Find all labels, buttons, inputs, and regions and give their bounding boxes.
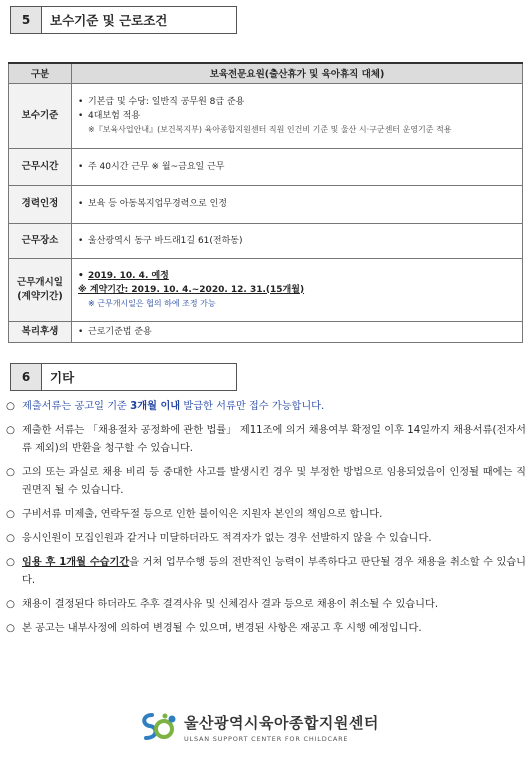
item-8-text: 본 공고는 내부사정에 의하여 변경될 수 있으며, 변경된 사항은 재공고 후 시행 예정입니다. — [22, 623, 422, 634]
career-bullet: 보육 등 아동복지업무경력으로 인정 — [88, 199, 227, 209]
list-item — [6, 530, 526, 548]
bullet-icon: • — [78, 110, 84, 121]
list-item — [6, 398, 526, 416]
item-7-text: 채용이 결정된다 하더라도 추후 결격사유 및 신체검사 결과 등으로 채용이 취소될 수 있습니다. — [22, 599, 439, 610]
circle-bullet-icon: ○ — [6, 467, 15, 478]
circle-bullet-icon: ○ — [6, 425, 15, 436]
row-hours — [9, 148, 523, 185]
section-5-heading — [10, 6, 237, 34]
bullet-icon: • — [78, 161, 84, 172]
table-header-row — [9, 63, 523, 83]
welfare-bullet: 근로기준법 준용 — [88, 326, 152, 337]
section-6-title: 기타 — [42, 363, 237, 391]
row-label-hours: 근무시간 — [9, 148, 72, 185]
circle-bullet-icon: ○ — [6, 509, 15, 520]
row-label-start — [9, 258, 72, 321]
pay-bullet-1: 기본급 및 수당: 일반직 공무원 8급 준용 — [88, 96, 245, 107]
row-label-pay: 보수기준 — [9, 83, 72, 148]
list-item — [6, 422, 526, 458]
bullet-icon: • — [78, 199, 84, 209]
circle-bullet-icon: ○ — [6, 623, 15, 634]
pay-note: ※『보육사업안내』(보건복지부) 육아종합지원센터 직원 인건비 기준 및 울산 시·구군센터 운영기준 적용 — [88, 124, 452, 134]
list-item — [6, 554, 526, 590]
item-6-text-bold: 임용 후 1개월 수습기간 — [22, 557, 130, 568]
list-item — [6, 620, 526, 638]
section-5-number: 5 — [10, 6, 42, 34]
item-1-text-a: 제출서류는 공고일 기준 — [22, 401, 131, 412]
bullet-icon: • — [78, 235, 84, 246]
circle-bullet-icon: ○ — [6, 533, 15, 544]
logo-name-korean: 울산광역시육아종합지원센터 — [184, 713, 379, 732]
start-date: 2019. 10. 4. 예정 — [88, 270, 169, 281]
section-6-number: 6 — [10, 363, 42, 391]
row-career — [9, 185, 523, 223]
contract-period: ※ 계약기간: 2019. 10. 4.~2020. 12. 31.(15개월) — [78, 284, 305, 295]
conditions-table — [8, 62, 523, 343]
row-pay — [9, 83, 523, 148]
section-5-title: 보수기준 및 근로조건 — [42, 6, 237, 34]
bullet-icon: • — [78, 270, 84, 281]
circle-bullet-icon: ○ — [6, 599, 15, 610]
item-5-text: 응시인원이 모집인원과 같거나 미달하더라도 적격자가 없는 경우 선발하지 않을 수 있습니다. — [22, 533, 432, 544]
item-1-text-bold: 3개월 이내 — [130, 401, 181, 412]
item-2-text: 제출한 서류는 「채용절차 공정화에 관한 법률」 제11조에 의거 채용여부 확정일 이후 14일까지 채용서류(전자서류 제외)의 반환을 청구할 수 있습니다. — [22, 425, 526, 454]
place-bullet: 울산광역시 동구 바드래1길 61(전하동) — [88, 235, 243, 246]
item-4-text: 구비서류 미제출, 연락두절 등으로 인한 불이익은 지원자 본인의 책임으로 합니다. — [22, 509, 383, 520]
start-note: ※ 근무개시일은 협의 하에 조정 가능 — [88, 298, 216, 308]
center-logo-icon — [138, 711, 178, 743]
item-6-text-rest: 을 거쳐 업무수행 등의 전반적인 능력이 부족하다고 판단될 경우 채용을 취소할 수 있습니다. — [22, 557, 526, 586]
notice-list — [6, 398, 526, 644]
item-3-text: 고의 또는 과실로 채용 비리 등 중대한 사고를 발생시킨 경우 및 부정한 방법으로 임용되었음이 인정될 때에는 직권면직 될 수 있습니다. — [22, 467, 526, 496]
circle-bullet-icon: ○ — [6, 401, 15, 412]
item-1-text-b: 발급한 서류만 접수 가능합니다. — [180, 401, 325, 412]
header-position: 보육전문요원(출산휴가 및 육아휴직 대체) — [72, 63, 523, 83]
row-label-career: 경력인정 — [9, 185, 72, 223]
list-item — [6, 506, 526, 524]
row-label-place: 근무장소 — [9, 223, 72, 258]
row-place — [9, 223, 523, 258]
circle-bullet-icon: ○ — [6, 557, 15, 568]
row-welfare — [9, 321, 523, 342]
row-label-welfare: 복리후생 — [9, 321, 72, 342]
start-label-line-1: 근무개시일 — [17, 276, 63, 288]
row-start — [9, 258, 523, 321]
header-category: 구분 — [9, 63, 72, 83]
bullet-icon: • — [78, 326, 84, 337]
bullet-icon: • — [78, 96, 84, 107]
list-item — [6, 596, 526, 614]
hours-bullet: 주 40시간 근무 ※ 월~금요일 근무 — [88, 161, 225, 172]
list-item — [6, 464, 526, 500]
pay-bullet-2: 4대보험 적용 — [88, 110, 141, 121]
section-6-heading — [10, 363, 237, 391]
start-label-line-2: (계약기간) — [17, 290, 63, 302]
logo-name-english: ULSAN SUPPORT CENTER FOR CHILDCARE — [184, 734, 349, 743]
center-logo — [138, 711, 379, 743]
